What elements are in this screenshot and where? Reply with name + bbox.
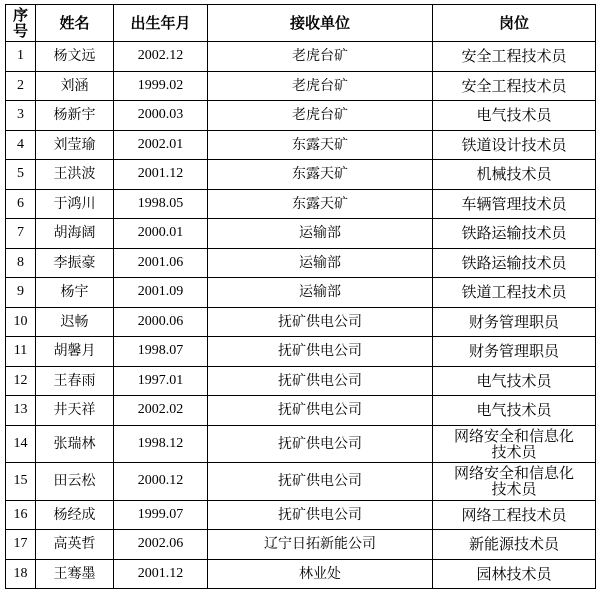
row-number: 9 [6,278,36,308]
row-unit: 抚矿供电公司 [208,425,433,463]
row-number: 5 [6,160,36,190]
row-position: 机械技术员 [433,160,596,190]
table-row [6,307,596,337]
table-header-row [6,5,596,42]
header-serial-line1: 序 [12,6,28,24]
table-row [6,463,596,501]
row-name: 迟畅 [36,307,114,337]
row-position-line2: 技术员 [491,480,537,499]
row-birth: 1997.01 [114,366,208,396]
row-position: 电气技术员 [433,101,596,131]
row-birth: 1999.07 [114,500,208,530]
row-birth: 2002.02 [114,396,208,426]
row-number: 4 [6,130,36,160]
employee-assignment-table [5,4,596,589]
table-row [6,559,596,589]
row-name: 高英哲 [36,530,114,560]
row-birth: 2000.03 [114,101,208,131]
table-row [6,278,596,308]
row-unit: 抚矿供电公司 [208,307,433,337]
table-row [6,160,596,190]
row-number: 13 [6,396,36,426]
row-position: 铁路运输技术员 [433,248,596,278]
row-name: 王春雨 [36,366,114,396]
row-number: 17 [6,530,36,560]
row-birth: 2001.06 [114,248,208,278]
row-unit: 老虎台矿 [208,42,433,72]
table-row [6,530,596,560]
row-name: 杨新宇 [36,101,114,131]
row-name: 王洪波 [36,160,114,190]
header-receiving-unit: 接收单位 [208,5,433,42]
table-row [6,71,596,101]
table-row [6,500,596,530]
row-name: 胡馨月 [36,337,114,367]
row-position: 铁路运输技术员 [433,219,596,249]
row-unit: 东露天矿 [208,160,433,190]
table-row [6,248,596,278]
row-number: 18 [6,559,36,589]
row-unit: 辽宁日拓新能公司 [208,530,433,560]
row-number: 16 [6,500,36,530]
row-number: 2 [6,71,36,101]
row-number: 14 [6,425,36,463]
row-birth: 2002.12 [114,42,208,72]
row-unit: 老虎台矿 [208,71,433,101]
row-birth: 1999.02 [114,71,208,101]
row-number: 8 [6,248,36,278]
row-birth: 2000.12 [114,463,208,501]
row-name: 李振豪 [36,248,114,278]
row-name: 刘莹瑜 [36,130,114,160]
row-number: 1 [6,42,36,72]
row-position: 网络工程技术员 [433,500,596,530]
row-name: 王骞墨 [36,559,114,589]
row-name: 杨经成 [36,500,114,530]
row-unit: 老虎台矿 [208,101,433,131]
header-name: 姓名 [36,5,114,42]
table-row [6,130,596,160]
row-number: 12 [6,366,36,396]
table-row [6,425,596,463]
row-position [433,463,596,501]
row-unit: 东露天矿 [208,130,433,160]
row-position: 电气技术员 [433,396,596,426]
row-unit: 抚矿供电公司 [208,337,433,367]
table-row [6,366,596,396]
row-birth: 2001.09 [114,278,208,308]
row-position: 园林技术员 [433,559,596,589]
row-unit: 林业处 [208,559,433,589]
row-unit: 抚矿供电公司 [208,396,433,426]
table-row [6,219,596,249]
header-serial-line2: 号 [12,22,28,40]
row-position: 安全工程技术员 [433,42,596,72]
row-name: 张瑞林 [36,425,114,463]
row-birth: 2002.01 [114,130,208,160]
row-number: 10 [6,307,36,337]
row-unit: 东露天矿 [208,189,433,219]
row-name: 胡海阔 [36,219,114,249]
row-unit: 抚矿供电公司 [208,500,433,530]
row-number: 3 [6,101,36,131]
row-birth: 2002.06 [114,530,208,560]
row-position-line1: 网络安全和信息化 [453,426,574,445]
row-position: 铁道设计技术员 [433,130,596,160]
table-row [6,396,596,426]
header-birth-date: 出生年月 [114,5,208,42]
row-birth: 1998.05 [114,189,208,219]
row-position: 安全工程技术员 [433,71,596,101]
header-position: 岗位 [433,5,596,42]
row-position-line1: 网络安全和信息化 [453,464,574,483]
row-birth: 2001.12 [114,160,208,190]
row-number: 11 [6,337,36,367]
header-serial-number [6,5,36,42]
row-birth: 1998.07 [114,337,208,367]
row-birth: 1998.12 [114,425,208,463]
row-unit: 抚矿供电公司 [208,463,433,501]
row-unit: 运输部 [208,278,433,308]
row-birth: 2000.06 [114,307,208,337]
row-position-line2: 技术员 [491,442,537,461]
row-position: 车辆管理技术员 [433,189,596,219]
row-name: 于鸿川 [36,189,114,219]
row-position [433,425,596,463]
table-row [6,101,596,131]
row-position: 新能源技术员 [433,530,596,560]
row-birth: 2000.01 [114,219,208,249]
row-unit: 运输部 [208,248,433,278]
row-unit: 抚矿供电公司 [208,366,433,396]
table-row [6,337,596,367]
row-number: 7 [6,219,36,249]
row-name: 田云松 [36,463,114,501]
row-name: 杨文远 [36,42,114,72]
row-name: 杨宇 [36,278,114,308]
table-row [6,42,596,72]
row-number: 6 [6,189,36,219]
row-position: 财务管理职员 [433,307,596,337]
row-position: 铁道工程技术员 [433,278,596,308]
row-position: 电气技术员 [433,366,596,396]
row-name: 井天祥 [36,396,114,426]
row-position: 财务管理职员 [433,337,596,367]
row-birth: 2001.12 [114,559,208,589]
row-number: 15 [6,463,36,501]
row-unit: 运输部 [208,219,433,249]
table-row [6,189,596,219]
row-name: 刘涵 [36,71,114,101]
